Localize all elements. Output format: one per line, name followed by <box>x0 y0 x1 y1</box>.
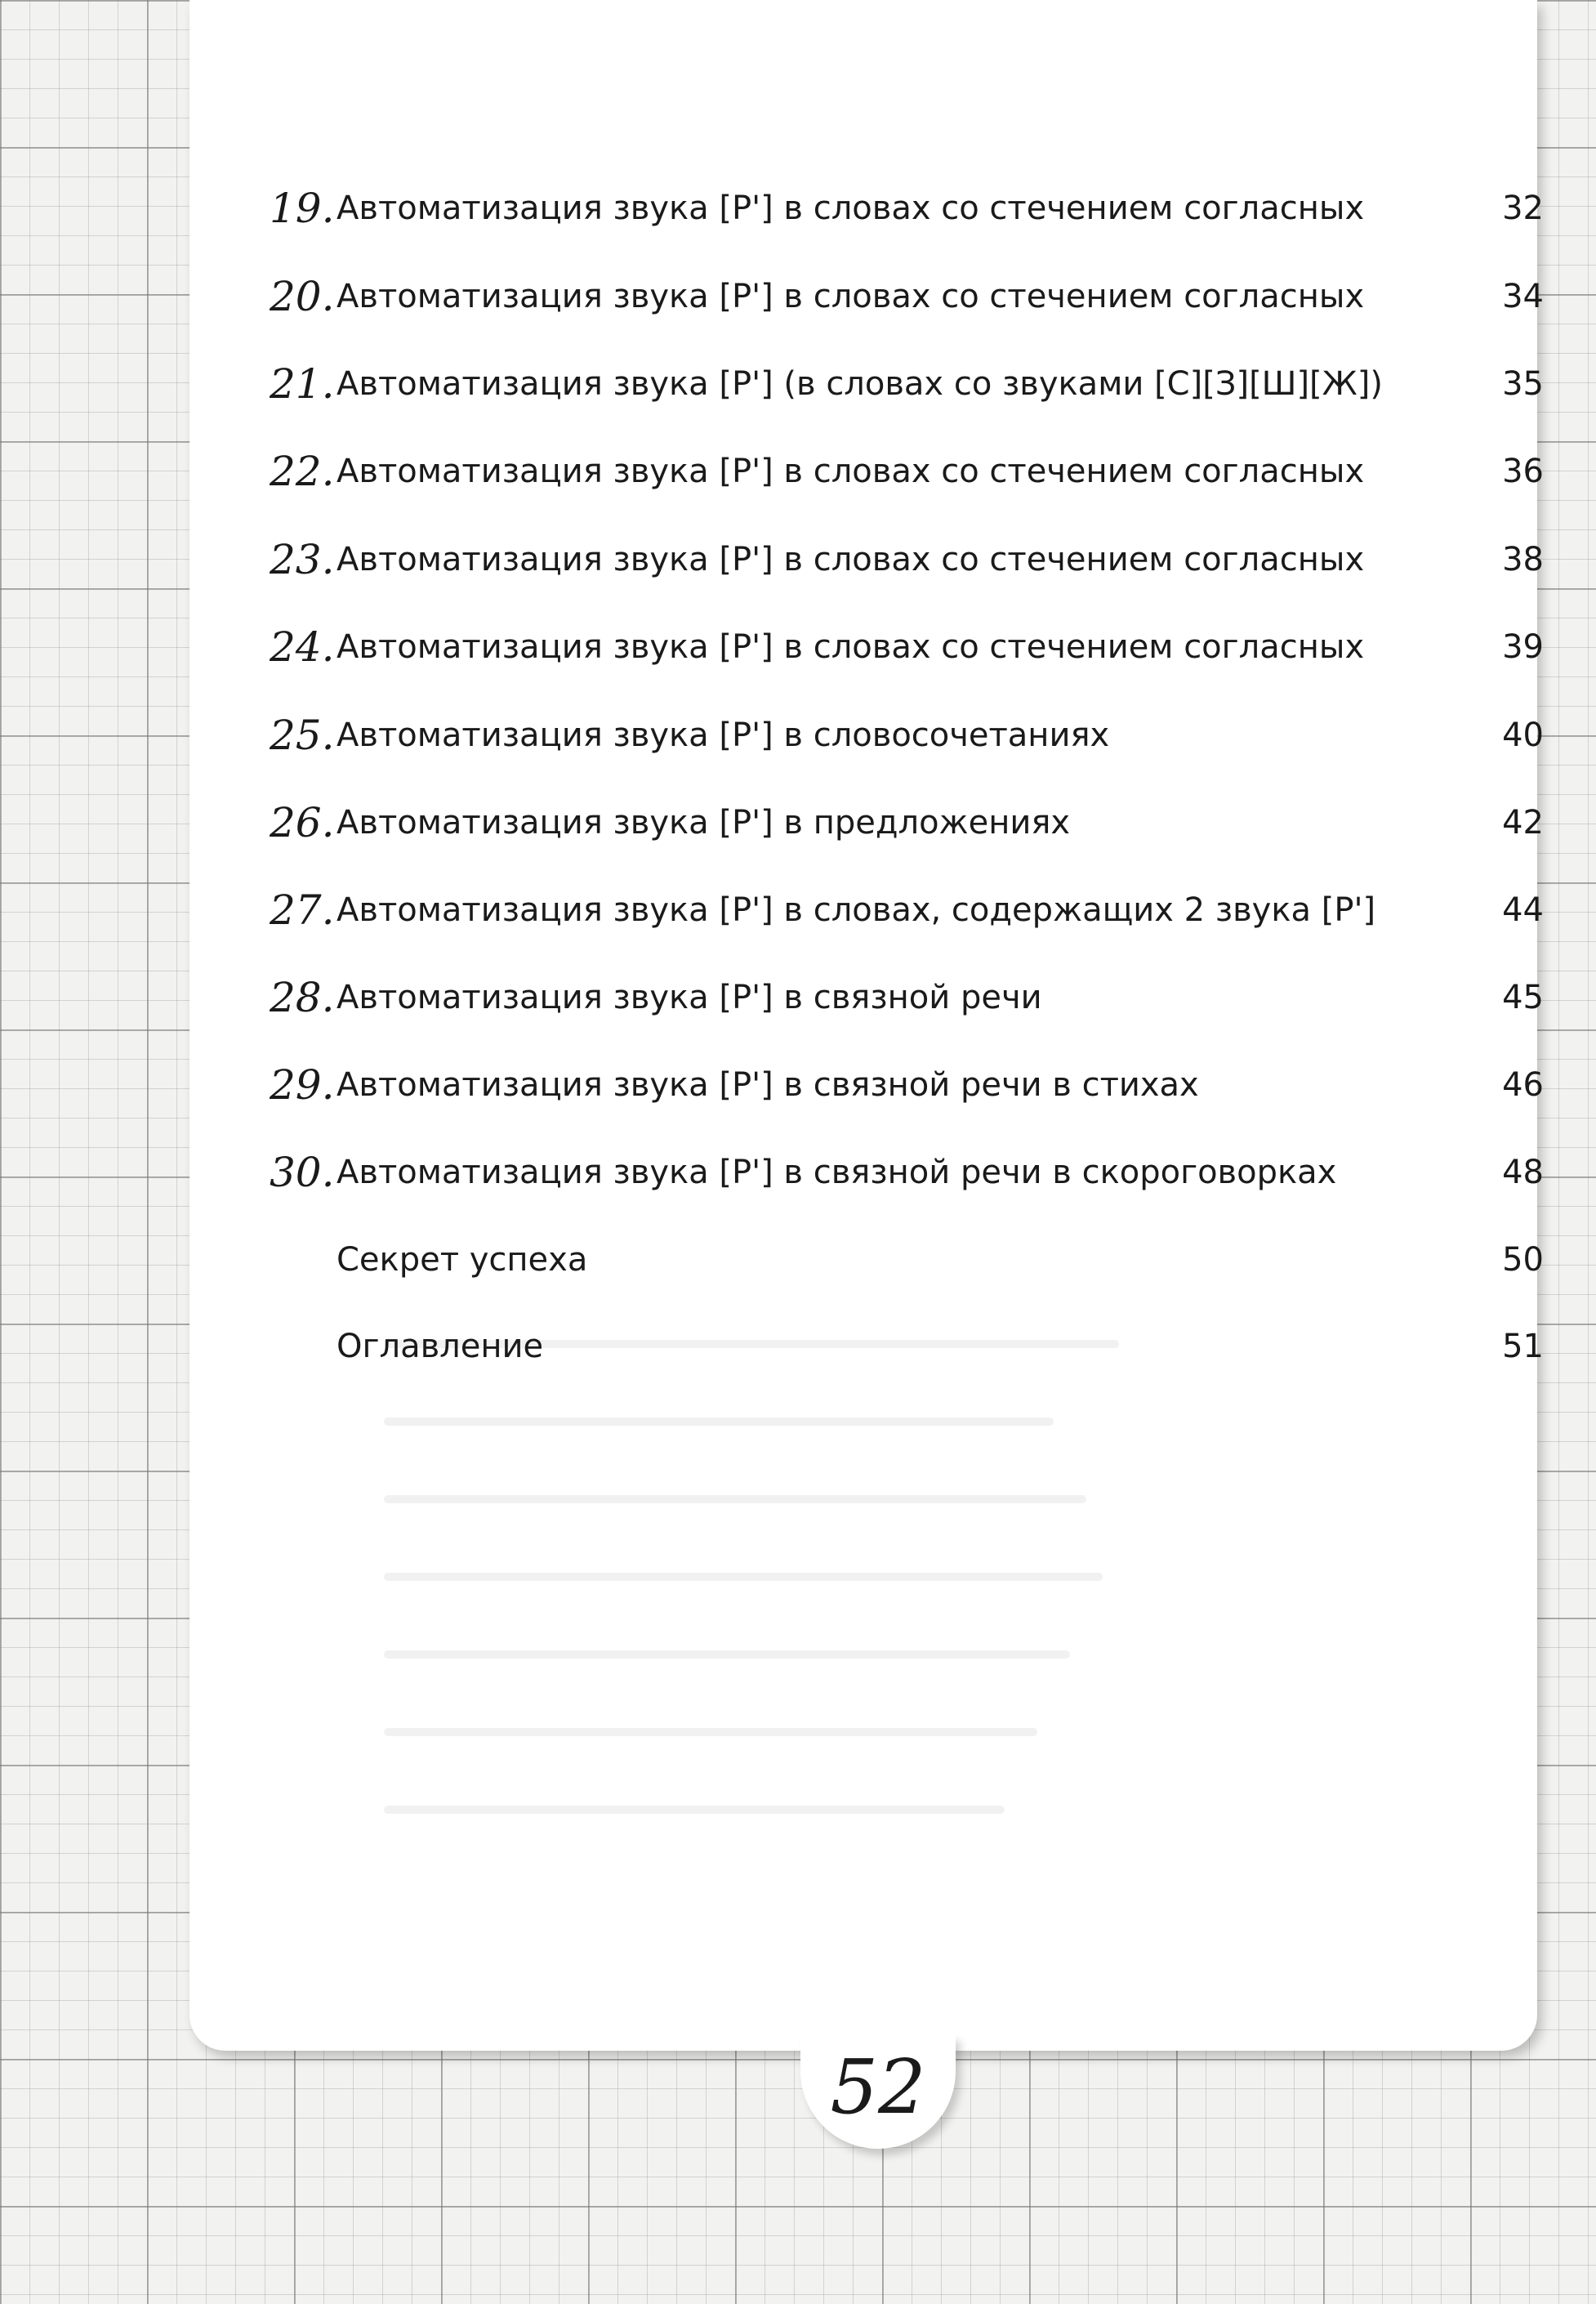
toc-entry-number: 28. <box>270 974 335 1021</box>
toc-entry-page: 51 <box>1502 1328 1544 1365</box>
toc-entry-number: 29. <box>270 1061 335 1109</box>
toc-entry-title: Автоматизация звука [Р'] в связной речи <box>337 979 1042 1016</box>
toc-entry-page: 34 <box>1502 278 1544 315</box>
toc-entry-number: 26. <box>270 799 335 846</box>
toc-entry-page: 45 <box>1502 979 1544 1016</box>
toc-entry-title: Автоматизация звука [Р'] (в словах со звуками [С][З][Ш][Ж]) <box>337 365 1383 403</box>
toc-entry-number: 30. <box>270 1149 335 1196</box>
toc-entry-page: 39 <box>1502 628 1544 666</box>
toc-entry[interactable] <box>270 439 1544 504</box>
toc-entry[interactable] <box>270 790 1544 855</box>
toc-entry[interactable] <box>270 176 1544 241</box>
toc-entry-title: Автоматизация звука [Р'] в словах со стечением согласных <box>337 278 1365 315</box>
toc-entry[interactable] <box>270 1314 1544 1379</box>
toc-entry-number: 23. <box>270 536 335 583</box>
toc-entry[interactable] <box>270 614 1544 680</box>
toc-entry-title: Автоматизация звука [Р'] в словах со стечением согласных <box>337 541 1365 578</box>
toc-entry[interactable] <box>270 1140 1544 1205</box>
toc-entry-title: Автоматизация звука [Р'] в словах со стечением согласных <box>337 453 1365 490</box>
toc-entry-page: 50 <box>1502 1241 1544 1279</box>
toc-entry[interactable] <box>270 1052 1544 1118</box>
toc-entry-number: 24. <box>270 623 335 671</box>
toc-entry[interactable] <box>270 877 1544 943</box>
toc-entry-page: 44 <box>1502 891 1544 929</box>
toc-entry-title: Автоматизация звука [Р'] в связной речи в скороговорках <box>337 1154 1337 1191</box>
toc-entry-title: Автоматизация звука [Р'] в предложениях <box>337 804 1071 842</box>
toc-entry-title: Секрет успеха <box>337 1241 588 1279</box>
toc-entry[interactable] <box>270 527 1544 592</box>
toc-entry-title: Автоматизация звука [Р'] в словах со стечением согласных <box>337 628 1365 666</box>
toc-entry[interactable] <box>270 264 1544 329</box>
toc-entry-page: 40 <box>1502 717 1544 754</box>
toc-entry-page: 36 <box>1502 453 1544 490</box>
toc-entry-title: Оглавление <box>337 1328 544 1365</box>
toc-entry[interactable] <box>270 1227 1544 1293</box>
toc-entry-title: Автоматизация звука [Р'] в словосочетаниях <box>337 717 1110 754</box>
toc-entry-page: 46 <box>1502 1066 1544 1104</box>
toc-entry-title: Автоматизация звука [Р'] в словах, содержащих 2 звука [Р'] <box>337 891 1376 929</box>
toc-entry-number: 21. <box>270 360 335 408</box>
toc-entry-number: 22. <box>270 448 335 495</box>
toc-entry-number: 25. <box>270 712 335 759</box>
toc-entry-page: 42 <box>1502 804 1544 842</box>
toc-entry-number: 20. <box>270 273 335 320</box>
toc-entry-number: 19. <box>270 185 335 232</box>
toc-entry[interactable] <box>270 703 1544 768</box>
toc-entry-title: Автоматизация звука [Р'] в связной речи в стихах <box>337 1066 1199 1104</box>
toc-entry-number: 27. <box>270 886 335 934</box>
toc-entry-page: 35 <box>1502 365 1544 403</box>
toc-entry-page: 32 <box>1502 190 1544 227</box>
toc-entry[interactable] <box>270 965 1544 1030</box>
toc-entry-title: Автоматизация звука [Р'] в словах со стечением согласных <box>337 190 1365 227</box>
toc-entry-page: 48 <box>1502 1154 1544 1191</box>
page-number: 52 <box>830 2043 926 2131</box>
toc-entry[interactable] <box>270 351 1544 417</box>
toc-entry-page: 38 <box>1502 541 1544 578</box>
